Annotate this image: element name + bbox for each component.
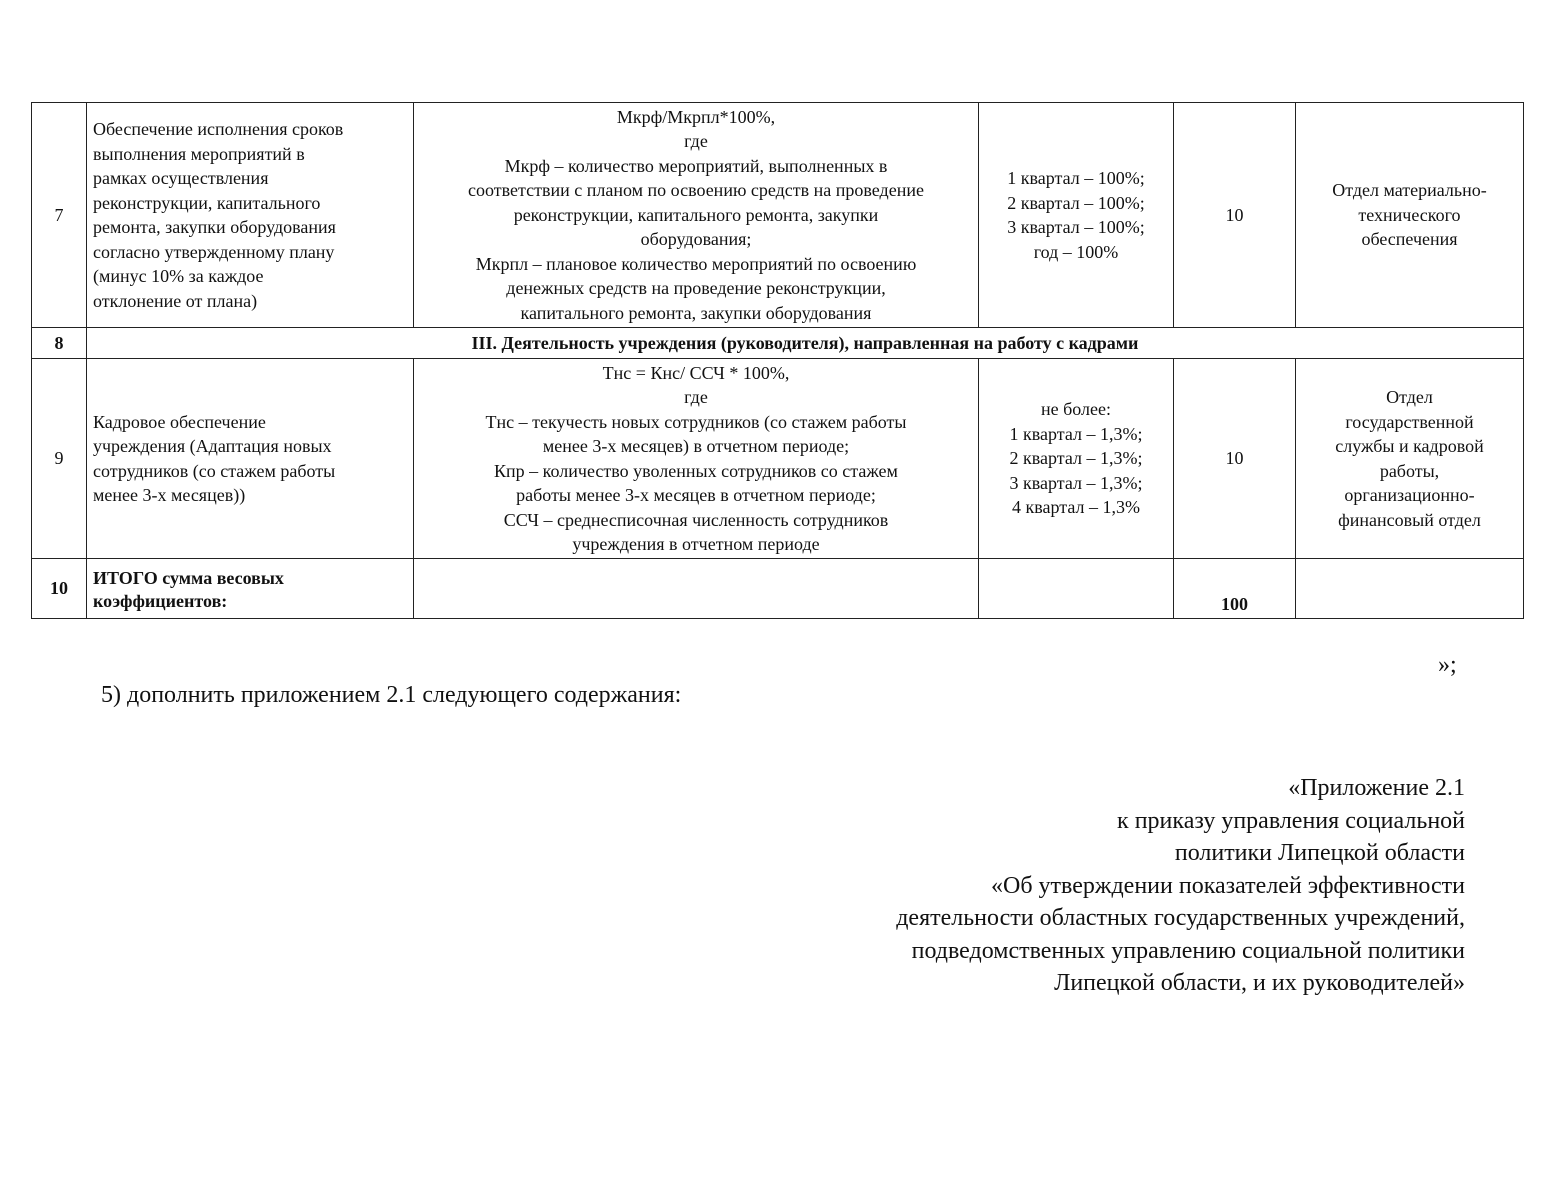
table-row [32, 328, 1524, 359]
row-number: 9 [32, 359, 87, 559]
indicator-name: Кадровое обеспечение учреждения (Адаптация новых сотрудников (со стажем работы менее 3-х месяцев)) [87, 359, 414, 559]
closing-quote: »; [1438, 652, 1457, 678]
weight-coefficient: 10 [1174, 103, 1296, 328]
row-number: 10 [32, 559, 87, 619]
responsible-department: Отдел государственной службы и кадровой работы, организационно- финансовый отдел [1296, 359, 1524, 559]
weight-coefficient: 10 [1174, 359, 1296, 559]
calculation-formula: Тнс = Кнс/ ССЧ * 100%, где Тнс – текучесть новых сотрудников (со стажем работы менее 3-х месяцев) в отчетном периоде; Кпр – количество уволенных сотрудников со стажем работы менее 3-х месяцев в отчетном периоде; ССЧ – среднесписочная численность сотрудников учреждения в отчетном периоде [414, 359, 979, 559]
amendment-item: 5) дополнить приложением 2.1 следующего содержания: [101, 682, 682, 708]
appendix-header: «Приложение 2.1 к приказу управления социальной политики Липецкой области «Об утверждении показателей эффективности деятельности областных государственных учреждений, подведомственных управлению социальной политики Липецкой области, и их руководителей» [896, 775, 1465, 996]
table-row [32, 359, 1524, 559]
section-heading: III. Деятельность учреждения (руководителя), направленная на работу с кадрами [87, 328, 1524, 359]
empty-cell [414, 559, 979, 619]
table-row [32, 559, 1524, 619]
target-value: 1 квартал – 100%; 2 квартал – 100%; 3 квартал – 100%; год – 100% [979, 103, 1174, 328]
total-weight: 100 [1174, 559, 1296, 619]
indicator-name: Обеспечение исполнения сроков выполнения мероприятий в рамках осуществления реконструкции, капитального ремонта, закупки оборудования согласно утвержденному плану (минус 10% за каждое отклонение от плана) [87, 103, 414, 328]
table-row [32, 103, 1524, 328]
row-number: 8 [32, 328, 87, 359]
empty-cell [1296, 559, 1524, 619]
calculation-formula: Мкрф/Мкрпл*100%, где Мкрф – количество мероприятий, выполненных в соответствии с планом по освоению средств на проведение реконструкции, капитального ремонта, закупки оборудования; Мкрпл – плановое количество мероприятий по освоению денежных средств на проведение реконструкции, капитального ремонта, закупки оборудования [414, 103, 979, 328]
row-number: 7 [32, 103, 87, 328]
total-label: ИТОГО сумма весовых коэффициентов: [87, 559, 414, 619]
responsible-department: Отдел материально- технического обеспечения [1296, 103, 1524, 328]
kpi-table [31, 102, 1524, 619]
empty-cell [979, 559, 1174, 619]
target-value: не более: 1 квартал – 1,3%; 2 квартал – 1,3%; 3 квартал – 1,3%; 4 квартал – 1,3% [979, 359, 1174, 559]
